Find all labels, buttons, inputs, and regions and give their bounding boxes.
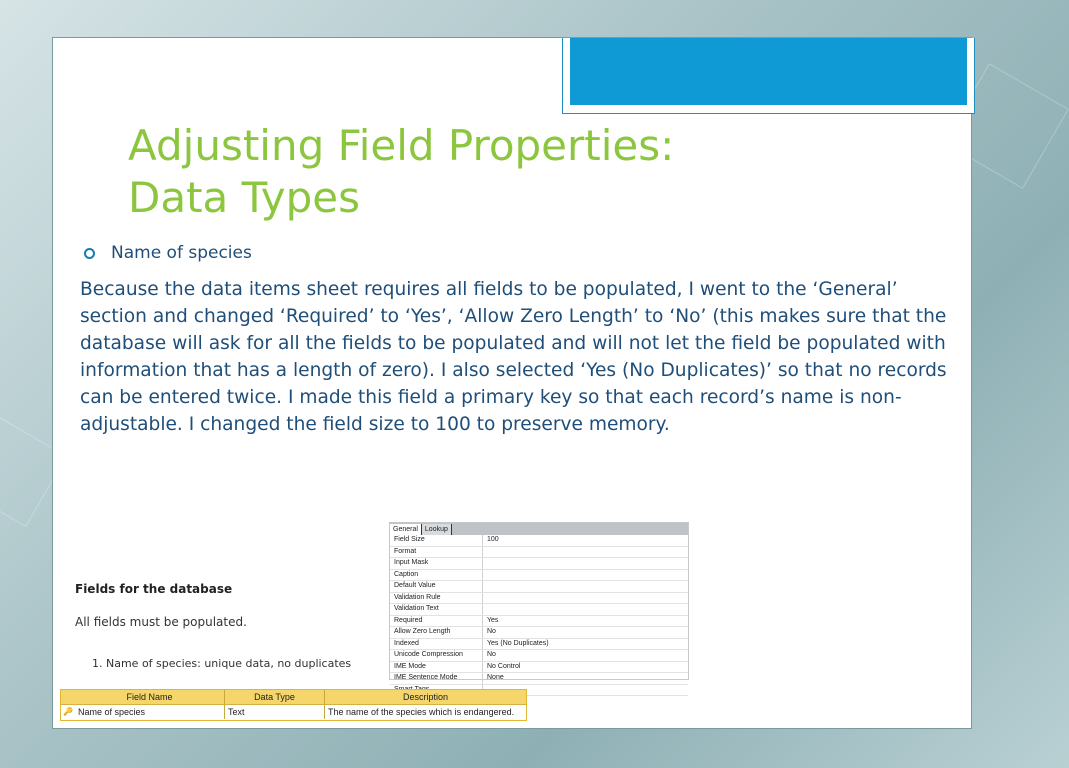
- fields-doc-title: Fields for the database: [75, 582, 233, 596]
- property-value: No Control: [487, 662, 521, 670]
- cell-description: The name of the species which is endangered.: [328, 707, 515, 717]
- slide-title-line-2: Data Types: [128, 173, 360, 222]
- property-row: [390, 570, 688, 582]
- property-name: IME Mode: [390, 662, 483, 673]
- property-row: [390, 535, 688, 547]
- property-row: [390, 673, 688, 685]
- bullet-item: [84, 243, 252, 263]
- property-name: Input Mask: [390, 558, 483, 569]
- bullet-text: Name of species: [111, 243, 252, 263]
- property-value: None: [487, 674, 504, 681]
- property-value: Yes: [487, 616, 499, 624]
- body-paragraph: Because the data items sheet requires all fields to be populated, I went to the ‘General’ section and changed ‘Required’ to ‘Yes’, ‘Allow Zero Length’ to ‘No’ (this makes sure that the database will ask for all the fields to be populated and will not let the field be populated with information that has a length of zero). I also selected ‘Yes (No Duplicates)’ so that no records can be entered twice. I made this field a primary key so that each record’s name is non-adjustable. I changed the field size to 100 to preserve memory.: [80, 279, 947, 435]
- property-row: [390, 558, 688, 570]
- property-value: 100: [487, 536, 499, 543]
- property-value: No: [487, 628, 496, 635]
- property-row: [390, 650, 688, 662]
- fields-table-header: [61, 690, 526, 705]
- property-name: Field Size: [390, 535, 483, 546]
- property-row: [390, 593, 688, 605]
- bullet-circle-icon: [84, 248, 95, 259]
- header-field-name: Field Name: [75, 690, 225, 704]
- property-row: [390, 604, 688, 616]
- property-value: [483, 593, 487, 604]
- table-row: [61, 705, 526, 719]
- property-row: [390, 616, 688, 628]
- properties-rows: [390, 535, 688, 696]
- slide-title-line-1: Adjusting Field Properties:: [128, 121, 675, 170]
- fields-table-screenshot: [60, 689, 527, 721]
- property-row: [390, 627, 688, 639]
- field-properties-screenshot: [389, 522, 689, 680]
- primary-key-icon: 🔑: [63, 707, 73, 716]
- property-name: Indexed: [390, 639, 483, 650]
- cell-data-type: Text: [225, 705, 325, 719]
- property-name: IME Sentence Mode: [390, 673, 483, 684]
- property-value: [483, 570, 487, 581]
- property-row: [390, 639, 688, 651]
- property-value: [483, 604, 487, 615]
- fields-doc-item: 1. Name of species: unique data, no duplicates: [92, 657, 352, 670]
- accent-bar: [570, 38, 967, 105]
- property-name: Required: [390, 616, 483, 627]
- cell-field-name: Name of species: [75, 705, 225, 719]
- property-value: No: [487, 651, 496, 658]
- property-value: [483, 558, 487, 569]
- property-name: Validation Rule: [390, 593, 483, 604]
- property-name: Caption: [390, 570, 483, 581]
- slide-title: [128, 120, 828, 224]
- tab-general: General: [390, 524, 422, 535]
- property-value: Yes (No Duplicates): [487, 639, 549, 647]
- property-name: Format: [390, 547, 483, 558]
- header-description: Description: [402, 692, 449, 702]
- property-value: [483, 547, 487, 558]
- property-name: Unicode Compression: [390, 650, 483, 661]
- header-data-type: Data Type: [225, 690, 325, 704]
- property-name: Default Value: [390, 581, 483, 592]
- tab-lookup: Lookup: [422, 524, 452, 535]
- fields-doc-subtitle: All fields must be populated.: [75, 615, 247, 629]
- property-row: [390, 662, 688, 674]
- properties-tab-bar: [390, 523, 688, 535]
- property-name: Allow Zero Length: [390, 627, 483, 638]
- property-name: Validation Text: [390, 604, 483, 615]
- property-row: [390, 581, 688, 593]
- property-row: [390, 547, 688, 559]
- property-value: [483, 581, 487, 592]
